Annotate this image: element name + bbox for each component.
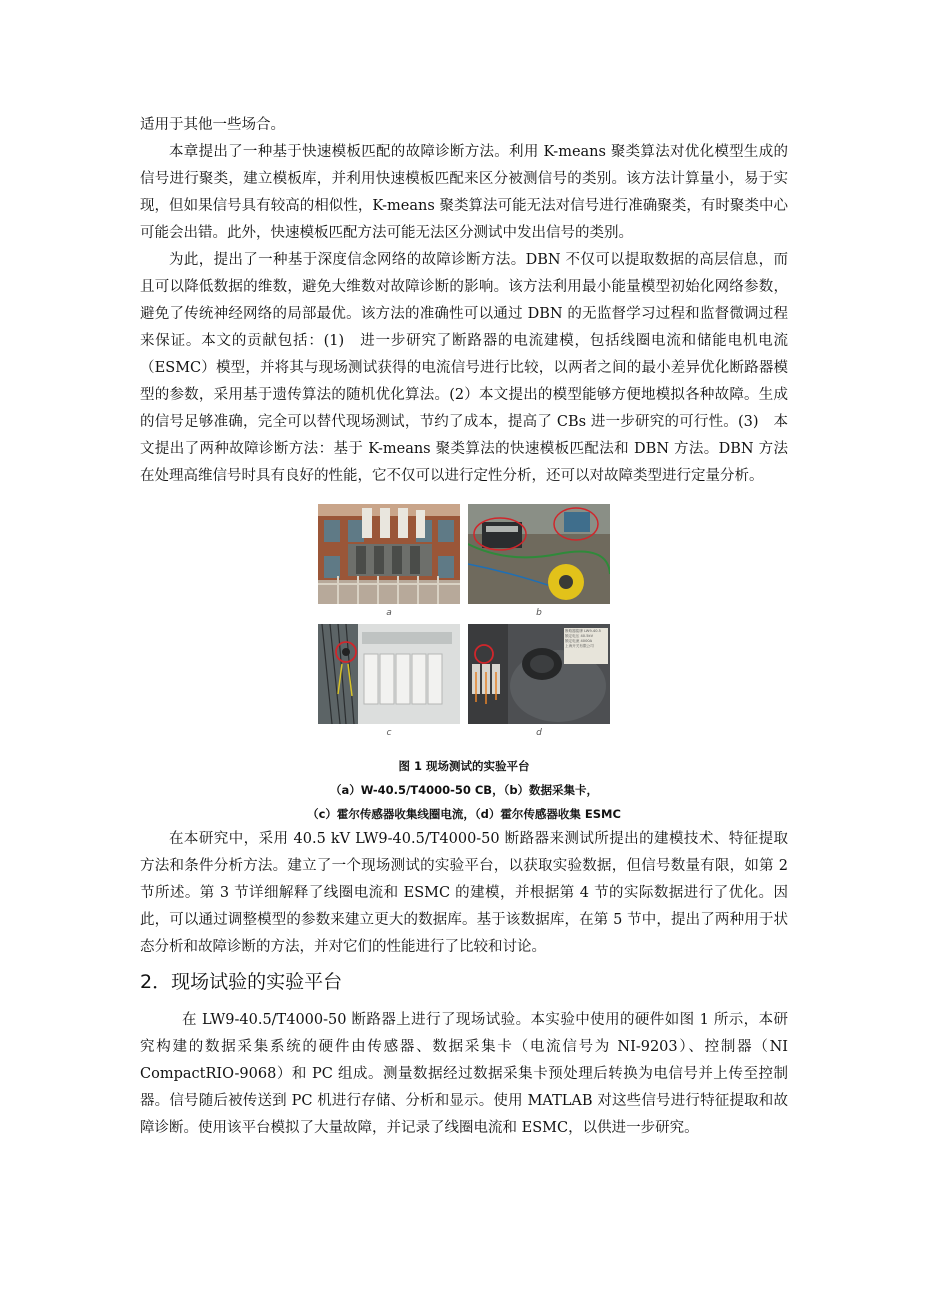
- caption-line-1: （a）W-40.5/T4000-50 CB，（b）数据采集卡，: [329, 783, 599, 797]
- section-2: [140, 967, 788, 1142]
- section-heading: 2．现场试验的实验平台: [140, 971, 343, 993]
- nameplate-line: 额定电压 40.5kV: [565, 634, 594, 638]
- paragraph-template-matching: 本章提出了一种基于快速模板匹配的故障诊断方法。利用 K-means 聚类算法对优化模型生成的信号进行聚类，建立模板库，并利用快速模板匹配来区分被测信号的类别。该方法计算量小，易于实现，但如果信号具有较高的相似性，K-means 聚类算法可能无法对信号进行准确聚类，有时聚类中心可能会出错。此外，快速模板匹配方法可能无法区分测试中发出信号的类别。: [140, 144, 788, 241]
- nameplate-line: 上海开关有限公司: [565, 644, 594, 648]
- paragraph-field-test: 在 LW9-40.5/T4000-50 断路器上进行了现场试验。本实验中使用的硬件如图 1 所示，本研究构建的数据采集系统的硬件由传感器、数据采集卡（电流信号为 NI-9203）、控制器（NI CompactRIO-9068）和 PC 组成。测量数据经过数据采集卡预处理后转换为电信号并上传至控制器。信号随后被传送到 PC 机进行存储、分析和显示。使用 MATLAB 对这些信号进行特征提取和故障诊断。使用该平台模拟了大量故障，并记录了线圈电流和 ESMC，以供进一步研究。: [140, 1012, 788, 1136]
- panel-label-a: a: [386, 608, 392, 618]
- photo-circuit-breaker: [318, 504, 460, 604]
- photo-coil-current-sensor: [318, 624, 460, 724]
- nameplate: [565, 629, 608, 649]
- caption-line-2: （c）霍尔传感器收集线圈电流，（d）霍尔传感器收集 ESMC: [307, 807, 621, 821]
- nameplate-line: 断路器铭牌 LW9-40.5: [565, 629, 601, 633]
- caption-title: 图 1 现场测试的实验平台: [398, 759, 530, 773]
- panel-label-c: c: [386, 728, 392, 738]
- panel-label-d: d: [536, 728, 542, 738]
- photo-esmc-sensor: [468, 624, 610, 724]
- paragraph-study-overview: 在本研究中，采用 40.5 kV LW9-40.5/T4000-50 断路器来测试所提出的建模技术、特征提取方法和条件分析方法。建立了一个现场测试的实验平台，以获取实验数据，但信号数量有限，如第 2 节所述。第 3 节详细解释了线圈电流和 ESMC 的建模，并根据第 4 节的实际数据进行了优化。因此，可以通过调整模型的参数来建立更大的数据库。基于该数据库，在第 5 节中，提出了两种用于状态分析和故障诊断的方法，并对它们的性能进行了比较和讨论。: [140, 831, 788, 955]
- document-page: [140, 112, 788, 1142]
- nameplate-line: 额定电流 4000A: [565, 639, 593, 643]
- figure-caption: [140, 754, 788, 826]
- paragraph-continuation: 适用于其他一些场合。: [140, 117, 285, 133]
- figure-1: [318, 504, 610, 736]
- photo-data-acquisition-card: [468, 504, 610, 604]
- paragraph-dbn-method: 为此，提出了一种基于深度信念网络的故障诊断方法。DBN 不仅可以提取数据的高层信息，而且可以降低数据的维数，避免大维数对故障诊断的影响。该方法利用最小能量模型初始化网络参数，避免了传统神经网络的局部最优。该方法的准确性可以通过 DBN 的无监督学习过程和监督微调过程来保证。本文的贡献包括：(1) 进一步研究了断路器的电流建模，包括线圈电流和储能电机电流（ESMC）模型，并将其与现场测试获得的电流信号进行比较，以两者之间的最小差异优化断路器模型的参数，采用基于遗传算法的随机优化算法。(2）本文提出的模型能够方便地模拟各种故障。生成的信号足够准确，完全可以替代现场测试，节约了成本，提高了 CBs 进一步研究的可行性。(3) 本文提出了两种故障诊断方法：基于 K-means 聚类算法的快速模板匹配法和 DBN 方法。DBN 方法在处理高维信号时具有良好的性能，它不仅可以进行定性分析，还可以对故障类型进行定量分析。: [140, 252, 788, 484]
- panel-label-b: b: [536, 608, 542, 618]
